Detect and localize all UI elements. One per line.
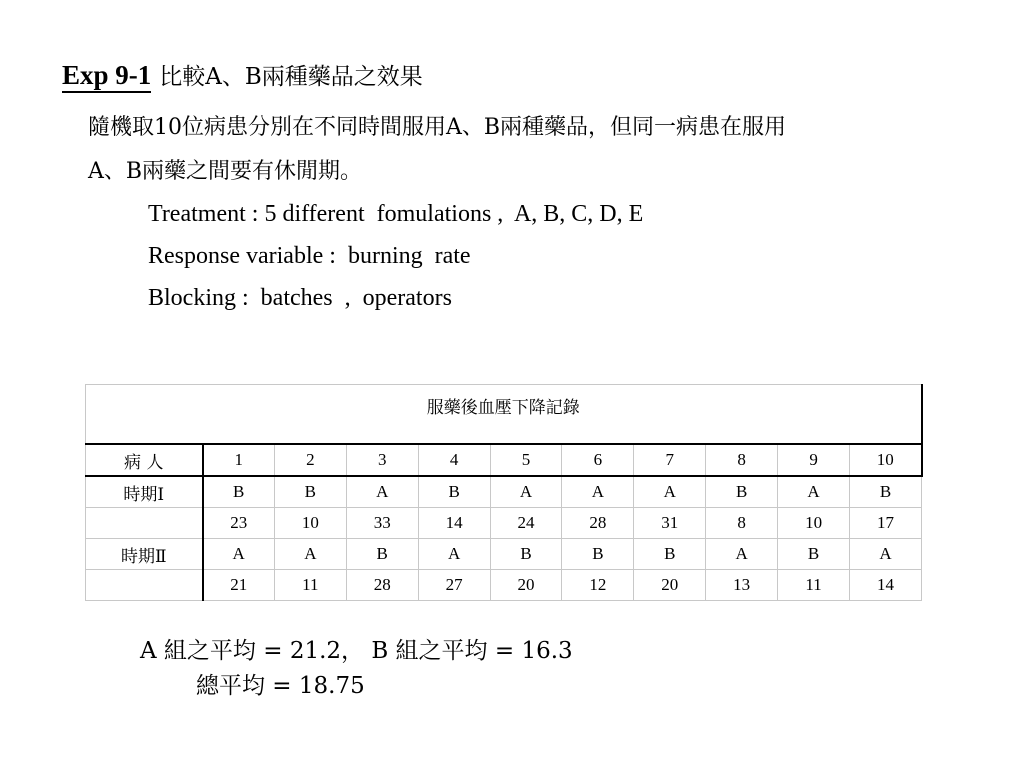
table-cell: A bbox=[562, 476, 634, 508]
table-cell: B bbox=[850, 476, 922, 508]
table-cell: A bbox=[634, 476, 706, 508]
table-cell: 31 bbox=[634, 508, 706, 539]
table-cell: B bbox=[490, 539, 562, 570]
spec-treatment: Treatment : 5 different fomulations , A, B, C, D, E bbox=[148, 201, 644, 227]
intro-line-2: A、B兩藥之間要有休閒期。 bbox=[88, 159, 363, 184]
table-cell: B bbox=[203, 476, 275, 508]
table-cell: B bbox=[778, 539, 850, 570]
example-subtitle: 比較A、B兩種藥品之效果 bbox=[159, 64, 423, 90]
table-cell: 6 bbox=[562, 444, 634, 476]
table-row bbox=[86, 476, 922, 508]
table-cell: B bbox=[346, 539, 418, 570]
table-cell: 20 bbox=[634, 570, 706, 601]
table-cell: 28 bbox=[562, 508, 634, 539]
table-cell: 17 bbox=[850, 508, 922, 539]
table-cell: 9 bbox=[778, 444, 850, 476]
spec-response-variable: Response variable : burning rate bbox=[148, 243, 471, 269]
table-cell: 1 bbox=[203, 444, 275, 476]
table-cell: 13 bbox=[706, 570, 778, 601]
row-header: 病 人 bbox=[86, 444, 203, 476]
table-row bbox=[86, 570, 922, 601]
table-cell: 14 bbox=[418, 508, 490, 539]
table-cell: B bbox=[274, 476, 346, 508]
title-line bbox=[62, 58, 423, 91]
blood-pressure-table bbox=[85, 384, 923, 601]
row-header: 時期Ⅱ bbox=[86, 539, 203, 570]
table-cell: A bbox=[778, 476, 850, 508]
table-cell: 10 bbox=[850, 444, 922, 476]
row-header bbox=[86, 508, 203, 539]
table-cell: 5 bbox=[490, 444, 562, 476]
table-cell: 10 bbox=[778, 508, 850, 539]
table-cell: 12 bbox=[562, 570, 634, 601]
table-cell: A bbox=[418, 539, 490, 570]
table-cell: 27 bbox=[418, 570, 490, 601]
group-averages: A 組之平均 = 21.2， B 組之平均 = 16.3 bbox=[140, 638, 573, 664]
row-header: 時期Ⅰ bbox=[86, 476, 203, 508]
table-cell: B bbox=[706, 476, 778, 508]
table-cell: A bbox=[706, 539, 778, 570]
table-cell: 21 bbox=[203, 570, 275, 601]
table-cell: A bbox=[203, 539, 275, 570]
row-header bbox=[86, 570, 203, 601]
table-row bbox=[86, 444, 922, 476]
table-cell: 33 bbox=[346, 508, 418, 539]
table-cell: 11 bbox=[778, 570, 850, 601]
table-cell: 4 bbox=[418, 444, 490, 476]
intro-line-1: 隨機取10位病患分別在不同時間服用A、B兩種藥品，但同一病患在服用 bbox=[88, 115, 787, 140]
overall-average: 總平均 = 18.75 bbox=[196, 673, 365, 699]
table-cell: 11 bbox=[274, 570, 346, 601]
table-cell: 23 bbox=[203, 508, 275, 539]
table-cell: 20 bbox=[490, 570, 562, 601]
table-cell: A bbox=[274, 539, 346, 570]
table-cell: B bbox=[562, 539, 634, 570]
table-cell: A bbox=[490, 476, 562, 508]
table-cell: 3 bbox=[346, 444, 418, 476]
table-cell: 8 bbox=[706, 444, 778, 476]
table-caption-row bbox=[86, 385, 922, 445]
table-cell: 2 bbox=[274, 444, 346, 476]
table-row bbox=[86, 539, 922, 570]
table-cell: 24 bbox=[490, 508, 562, 539]
example-label: Exp 9-1 bbox=[62, 60, 151, 93]
table-row bbox=[86, 508, 922, 539]
table-cell: 8 bbox=[706, 508, 778, 539]
spec-blocking: Blocking : batches , operators bbox=[148, 285, 452, 311]
table-cell: 28 bbox=[346, 570, 418, 601]
table-cell: 7 bbox=[634, 444, 706, 476]
table-cell: A bbox=[346, 476, 418, 508]
table-cell: B bbox=[418, 476, 490, 508]
table-cell: 14 bbox=[850, 570, 922, 601]
table-cell: 10 bbox=[274, 508, 346, 539]
table-cell: B bbox=[634, 539, 706, 570]
table-cell: A bbox=[850, 539, 922, 570]
table-caption: 服藥後血壓下降記錄 bbox=[86, 385, 922, 445]
